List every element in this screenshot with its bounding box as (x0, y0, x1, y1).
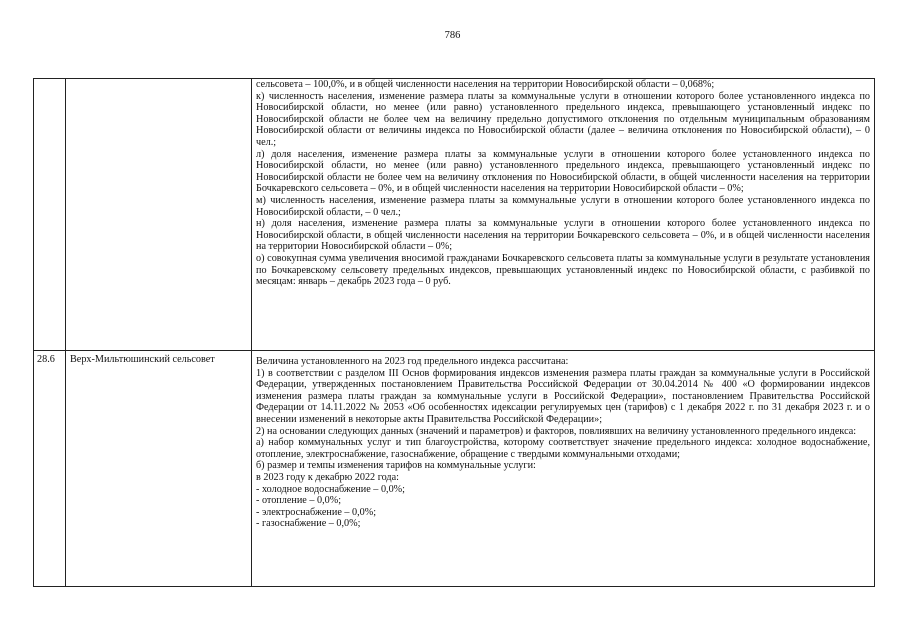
row-number (34, 79, 65, 82)
paragraph: - отопление – 0,0%; (256, 495, 342, 507)
paragraph: л) доля населения, изменение размера платы за коммунальные услуги в отношении которого более установленного индекса по Новосибирской области, но менее (или равно) установленного предельного индекса, превышающего установленный индекс по Новосибирской области не более чем на величину отклонения по Новосибирской области, в общей численности населения на территории Бочкаревского сельсовета – 0%, и в общей численности населения на территории Новосибирской области – 0%; (256, 148, 870, 195)
table-row (34, 79, 875, 351)
paragraph: сельсовета – 100,0%, и в общей численности населения на территории Новосибирской области – 0,068%; (256, 79, 715, 90)
paragraph: 1) в соответствии с разделом III Основ формирования индексов изменения размера платы граждан за коммунальные услуги в Российской Федерации, утвержденных постановлением Правительства Российской Федерации от 30.04.2014 № 400 «О формировании индексов изменения размера платы граждан за коммунальные услуги в Российской Федерации», постановлением Правительства Российской Федерации от 14.11.2022 № 2053 «Об особенностях идексации регулируемых цен (тарифов) с 1 декабря 2022 г. по 31 декабря 2023 г. и о внесении изменений в некоторые акты Правительства Российской Федерации»; (256, 367, 870, 425)
paragraph: - газоснабжение – 0,0%; (256, 518, 361, 530)
row-number: 28.6 (37, 354, 55, 365)
paragraph: - холодное водоснабжение – 0,0%; (256, 483, 405, 495)
paragraph: в 2023 году к декабрю 2022 года: (256, 471, 399, 483)
paragraph: а) набор коммунальных услуг и тип благоустройства, которому соответствует значение предельного индекса: холодное водоснабжение, отопление, электроснабжение, газоснабжение, обращение с твердыми коммунальными отходами; (256, 437, 870, 460)
paragraph: о) совокупная сумма увеличения вносимой гражданами Бочкаревского сельсовета платы за коммунальные услуги в результате установления по Бочкаревскому сельсовету предельных индексов, превышающих установленный индекс по Новосибирской области, с разбивкой по месяцам: январь – декабрь 2023 года – 0 руб. (256, 252, 870, 288)
table-row (34, 351, 875, 587)
municipality-name (66, 79, 251, 82)
paragraph: н) доля населения, изменение размера платы за коммунальные услуги в отношении которого более установленного индекса по Новосибирской области, в общей численности населения на территории Бочкаревского сельсовета – 0%, и в общей численности населения на территории Новосибирской области – 0%; (256, 218, 870, 253)
paragraph: б) размер и темпы изменения тарифов на коммунальные услуги: (256, 460, 536, 472)
row-number-cell (34, 351, 66, 587)
paragraph: к) численность населения, изменение размера платы за коммунальные услуги в отношении которого более установленного индекса по Новосибирской области, но менее (или равно) установленного предельного индекса, превышающего установленный индекс по Новосибирской области не более чем на величину предельно допустимого отклонения по отдельным муниципальным образованиям Новосибирской области от величины индекса по Новосибирской области (далее – величина отклонения по Новосибирской области), – 0 чел.; (256, 90, 870, 148)
municipality-cell (66, 351, 252, 587)
municipality-name: Верх-Мильтюшинский сельсовет (70, 354, 215, 365)
paragraph: м) численность населения, изменение размера платы за коммунальные услуги в отношении которого более установленного индекса по Новосибирской области, – 0 чел.; (256, 194, 870, 218)
page-number: 786 (444, 30, 461, 41)
municipality-cell (66, 79, 252, 351)
description-cell (252, 79, 875, 351)
document-table (33, 78, 875, 587)
description-cell (252, 351, 875, 587)
row-number-cell (34, 79, 66, 351)
paragraph: Величина установленного на 2023 год предельного индекса рассчитана: (256, 356, 569, 367)
paragraph: - электроснабжение – 0,0%; (256, 506, 377, 518)
paragraph: 2) на основании следующих данных (значений и параметров) и факторов, повлиявших на величину установленного предельного индекса: (256, 425, 857, 437)
